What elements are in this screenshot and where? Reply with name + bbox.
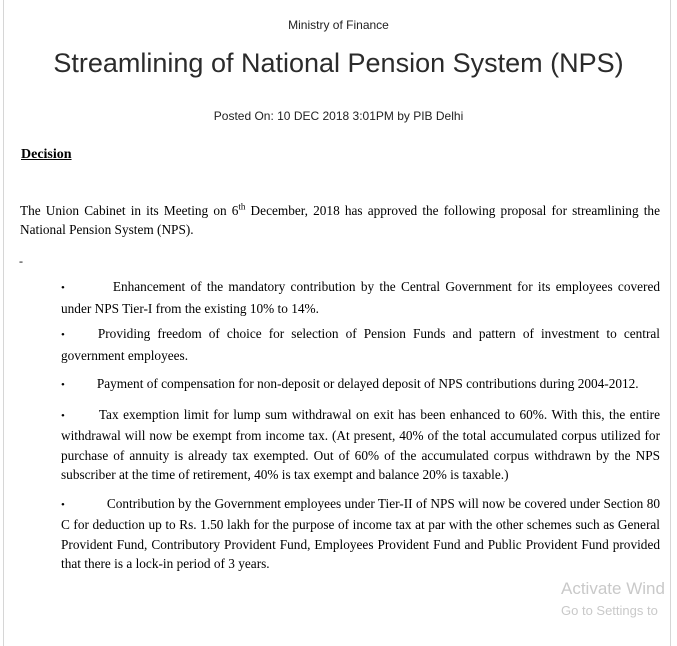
ministry-label: Ministry of Finance — [288, 18, 389, 32]
page-title: Streamlining of National Pension System (NPS) — [53, 48, 624, 78]
decision-heading: Decision — [21, 147, 72, 162]
activate-windows-settings-watermark: Go to Settings to — [561, 603, 658, 618]
list-item-text: Enhancement of the mandatory contribution by the Central Government for its employees covered under NPS Tier-I from the existing 10% to 14%. — [61, 279, 660, 316]
list-item-text: Payment of compensation for non-deposit or delayed deposit of NPS contributions during 2004-2012. — [96, 376, 639, 391]
posted-info: Posted On: 10 DEC 2018 3:01PM by PIB Delhi — [213, 109, 464, 123]
intro-text-start: The Union Cabinet in its Meeting on 6 — [20, 203, 239, 218]
list-item — [61, 374, 660, 396]
bullet-icon: • — [61, 409, 65, 422]
intro-paragraph — [20, 201, 660, 239]
bullet-icon: • — [61, 282, 65, 294]
intro-superscript: th — [238, 201, 246, 212]
dash-separator: - — [19, 254, 23, 268]
bullet-icon: • — [61, 498, 65, 511]
list-item — [61, 324, 660, 365]
decision-list — [61, 277, 660, 574]
list-item-text: Providing freedom of choice for selection of Pension Funds and pattern of investment to central government employees. — [61, 326, 660, 363]
list-item — [61, 494, 660, 574]
bullet-icon: • — [61, 329, 65, 341]
list-item-text: Contribution by the Government employees under Tier-II of NPS will now be covered under Section 80 C for deduction up to Rs. 1.50 lakh for the purpose of income tax at par with the other schemes such as General Provident Fund, Contributory Provident Fund, Employees Provident Fund and Public Provident Fund provided that there is a lock-in period of 3 years. — [61, 495, 660, 571]
intro-text-end: December, 2018 has approved the following proposal for streamlining the National Pension System (NPS). — [20, 203, 660, 237]
bullet-icon: • — [61, 379, 65, 391]
list-item — [61, 405, 660, 485]
list-item — [61, 277, 660, 318]
list-item-text: Tax exemption limit for lump sum withdrawal on exit has been enhanced to 60%. With this, the entire withdrawal will now be exempt from income tax. (At present, 40% of the total accumulated corpus utilized for purchase of annuity is already tax exempted. Out of 60% of the accumulated corpus withdrawn by the NPS subscriber at the time of retirement, 40% is tax exempt and balance 20% is taxable.) — [61, 406, 660, 482]
activate-windows-watermark: Activate Wind — [561, 579, 665, 598]
